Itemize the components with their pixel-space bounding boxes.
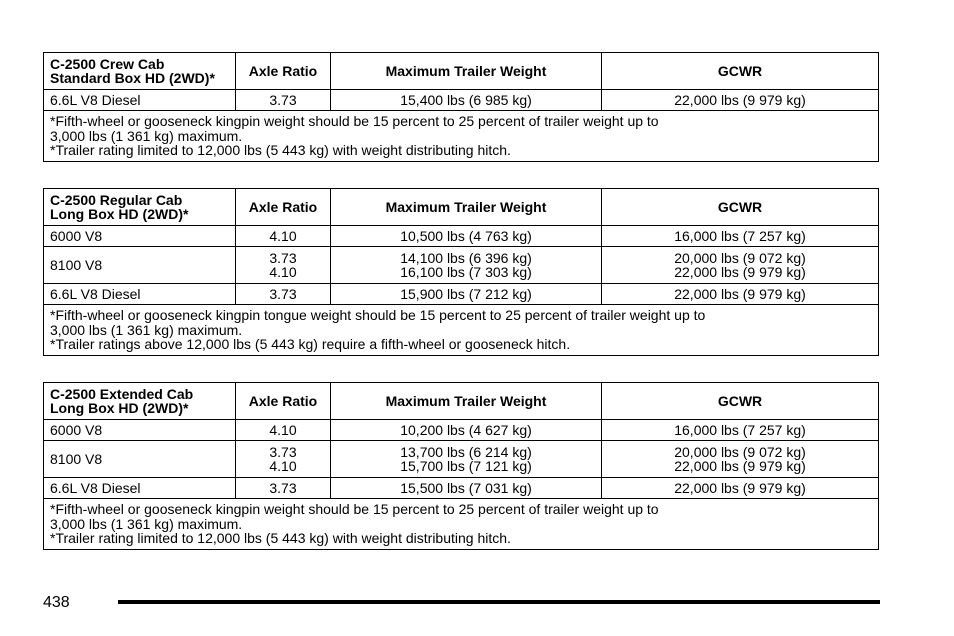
engine-cell: 8100 V8 bbox=[44, 247, 236, 284]
axle-cell bbox=[236, 90, 331, 111]
engine-cell: 6000 V8 bbox=[44, 420, 236, 441]
axle-cell bbox=[236, 420, 331, 441]
gcwr-value: 22,000 lbs (9 979 kg) bbox=[674, 91, 806, 108]
footnote-line: *Trailer ratings above 12,000 lbs (5 443 kg) require a fifth-wheel or gooseneck hitch. bbox=[50, 336, 571, 352]
trailer-cell bbox=[331, 420, 602, 441]
model-header-line: C-2500 Regular Cab bbox=[50, 192, 183, 208]
engine-cell: 6000 V8 bbox=[44, 226, 236, 247]
trailer-cell bbox=[331, 247, 602, 284]
engine-cell: 6.6L V8 Diesel bbox=[44, 90, 236, 111]
model-header-line: C-2500 Extended Cab bbox=[50, 386, 194, 402]
gcwr-value: 22,000 lbs (9 979 kg) bbox=[674, 285, 806, 302]
footnote-line: *Fifth-wheel or gooseneck kingpin weight should be 15 percent to 25 percent of trailer weight up to bbox=[50, 501, 659, 517]
model-header-line: Long Box HD (2WD)* bbox=[50, 206, 189, 222]
footnote-line: 3,000 lbs (1 361 kg) maximum. bbox=[50, 127, 243, 144]
max-trailer-weight-header: Maximum Trailer Weight bbox=[331, 383, 602, 420]
model-header-line: C-2500 Crew Cab bbox=[50, 56, 165, 72]
model-header bbox=[44, 383, 236, 420]
axle-value: 4.10 bbox=[269, 458, 297, 474]
table-row bbox=[44, 420, 879, 441]
trailer-cell bbox=[331, 284, 602, 305]
axle-cell bbox=[236, 284, 331, 305]
axle-ratio-header: Axle Ratio bbox=[236, 53, 331, 90]
page-number: 438 bbox=[43, 594, 70, 611]
gcwr-cell bbox=[602, 441, 879, 478]
axle-value: 4.10 bbox=[269, 227, 297, 244]
gcwr-cell bbox=[602, 420, 879, 441]
gcwr-header: GCWR bbox=[602, 383, 879, 420]
trailer-value: 15,500 lbs (7 031 kg) bbox=[400, 479, 532, 496]
table-row bbox=[44, 226, 879, 247]
gcwr-value: 20,000 lbs (9 072 kg) bbox=[674, 249, 806, 266]
footnote-line: *Fifth-wheel or gooseneck kingpin tongue weight should be 15 percent to 25 percent of trailer weight up to bbox=[50, 307, 706, 323]
trailer-value: 16,100 lbs (7 303 kg) bbox=[400, 264, 532, 280]
engine-cell: 6.6L V8 Diesel bbox=[44, 284, 236, 305]
trailer-cell bbox=[331, 90, 602, 111]
footnote-line: *Trailer rating limited to 12,000 lbs (5 443 kg) with weight distributing hitch. bbox=[50, 530, 511, 546]
model-header-line: Long Box HD (2WD)* bbox=[50, 400, 189, 416]
footnote-line: *Trailer rating limited to 12,000 lbs (5 443 kg) with weight distributing hitch. bbox=[50, 142, 511, 158]
notes-row bbox=[44, 499, 879, 550]
engine-cell: 6.6L V8 Diesel bbox=[44, 478, 236, 499]
gcwr-value: 20,000 lbs (9 072 kg) bbox=[674, 443, 806, 460]
gcwr-cell bbox=[602, 478, 879, 499]
axle-ratio-header: Axle Ratio bbox=[236, 189, 331, 226]
axle-cell bbox=[236, 226, 331, 247]
model-header bbox=[44, 189, 236, 226]
footnote-line: 3,000 lbs (1 361 kg) maximum. bbox=[50, 321, 243, 338]
gcwr-cell bbox=[602, 90, 879, 111]
gcwr-value: 22,000 lbs (9 979 kg) bbox=[674, 458, 806, 474]
table-header-row bbox=[44, 383, 879, 420]
trailer-value: 15,900 lbs (7 212 kg) bbox=[400, 285, 532, 302]
trailer-cell bbox=[331, 226, 602, 247]
trailer-value: 13,700 lbs (6 214 kg) bbox=[400, 443, 532, 460]
footnote-cell bbox=[44, 499, 879, 550]
model-header-line: Standard Box HD (2WD)* bbox=[50, 70, 215, 86]
gcwr-cell bbox=[602, 284, 879, 305]
max-trailer-weight-header: Maximum Trailer Weight bbox=[331, 53, 602, 90]
footnote-line: *Fifth-wheel or gooseneck kingpin weight should be 15 percent to 25 percent of trailer weight up to bbox=[50, 113, 659, 129]
trailer-weight-table bbox=[43, 188, 879, 356]
trailer-value: 10,200 lbs (4 627 kg) bbox=[400, 421, 532, 438]
footnote-cell bbox=[44, 111, 879, 162]
axle-value: 3.73 bbox=[269, 443, 297, 460]
axle-cell bbox=[236, 441, 331, 478]
table-row bbox=[44, 90, 879, 111]
gcwr-cell bbox=[602, 226, 879, 247]
axle-value: 3.73 bbox=[269, 91, 297, 108]
axle-value: 3.73 bbox=[269, 285, 297, 302]
footnote-cell bbox=[44, 305, 879, 356]
trailer-value: 15,700 lbs (7 121 kg) bbox=[400, 458, 532, 474]
gcwr-value: 22,000 lbs (9 979 kg) bbox=[674, 264, 806, 280]
gcwr-cell bbox=[602, 247, 879, 284]
gcwr-value: 16,000 lbs (7 257 kg) bbox=[674, 227, 806, 244]
gcwr-value: 16,000 lbs (7 257 kg) bbox=[674, 421, 806, 438]
notes-row bbox=[44, 305, 879, 356]
gcwr-value: 22,000 lbs (9 979 kg) bbox=[674, 479, 806, 496]
gcwr-header: GCWR bbox=[602, 189, 879, 226]
axle-cell bbox=[236, 247, 331, 284]
axle-value: 3.73 bbox=[269, 249, 297, 266]
trailer-weight-table bbox=[43, 52, 879, 162]
table-header-row bbox=[44, 189, 879, 226]
engine-cell: 8100 V8 bbox=[44, 441, 236, 478]
table-row bbox=[44, 441, 879, 478]
model-header bbox=[44, 53, 236, 90]
max-trailer-weight-header: Maximum Trailer Weight bbox=[331, 189, 602, 226]
trailer-weight-table bbox=[43, 382, 879, 550]
table-row bbox=[44, 247, 879, 284]
axle-value: 4.10 bbox=[269, 264, 297, 280]
axle-value: 4.10 bbox=[269, 421, 297, 438]
axle-value: 3.73 bbox=[269, 479, 297, 496]
table-row bbox=[44, 478, 879, 499]
notes-row bbox=[44, 111, 879, 162]
axle-ratio-header: Axle Ratio bbox=[236, 383, 331, 420]
trailer-cell bbox=[331, 478, 602, 499]
trailer-value: 15,400 lbs (6 985 kg) bbox=[400, 91, 532, 108]
trailer-value: 10,500 lbs (4 763 kg) bbox=[400, 227, 532, 244]
trailer-cell bbox=[331, 441, 602, 478]
footer-rule bbox=[118, 600, 880, 604]
axle-cell bbox=[236, 478, 331, 499]
table-row bbox=[44, 284, 879, 305]
trailer-value: 14,100 lbs (6 396 kg) bbox=[400, 249, 532, 266]
gcwr-header: GCWR bbox=[602, 53, 879, 90]
table-header-row bbox=[44, 53, 879, 90]
footnote-line: 3,000 lbs (1 361 kg) maximum. bbox=[50, 515, 243, 532]
